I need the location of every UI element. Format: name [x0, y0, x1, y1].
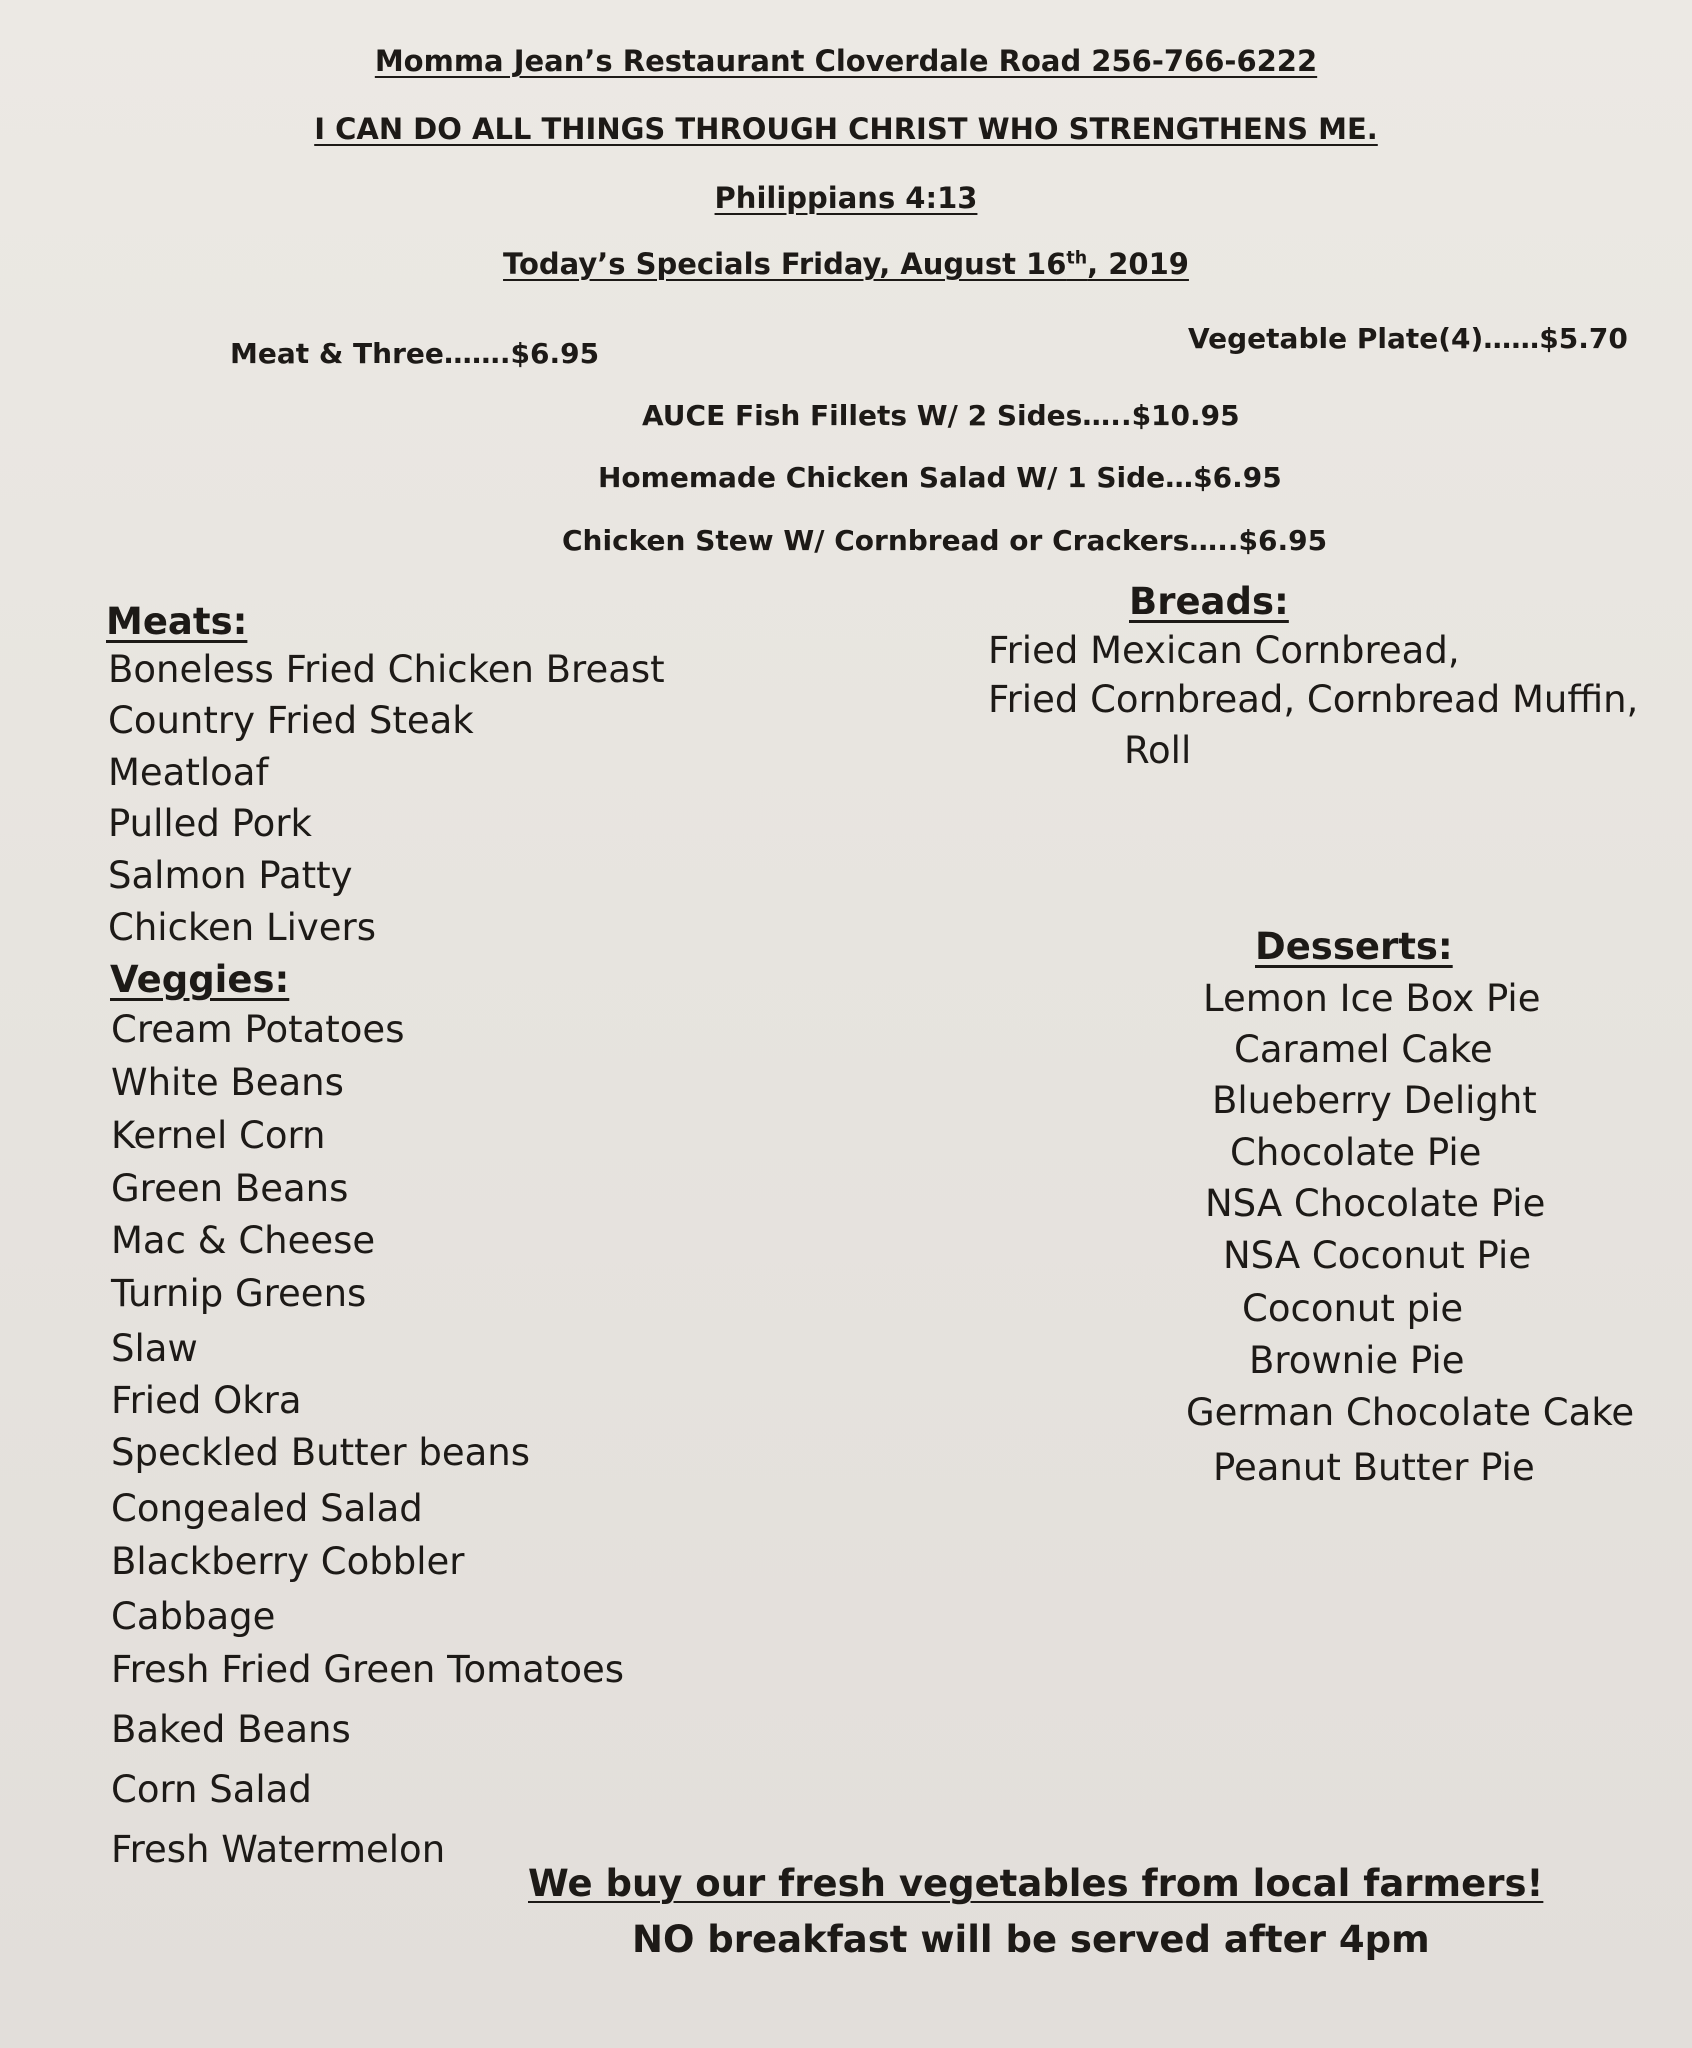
- veggie-item: Kernel Corn: [111, 1114, 326, 1157]
- specials-date-line: [503, 247, 1189, 281]
- veggie-item: Fried Okra: [111, 1379, 302, 1422]
- dessert-item: Brownie Pie: [1249, 1339, 1465, 1382]
- bread-line: Fried Mexican Cornbread,: [988, 629, 1460, 672]
- meat-item: Meatloaf: [108, 751, 269, 794]
- veggie-item: Blackberry Cobbler: [111, 1540, 465, 1583]
- restaurant-header: [0, 44, 1692, 78]
- special-chicken-salad: Homemade Chicken Salad W/ 1 Side…$6.95: [598, 461, 1282, 494]
- veggie-item: Mac & Cheese: [111, 1219, 376, 1262]
- verse-reference: [0, 181, 1692, 215]
- verse-line: I CAN DO ALL THINGS THROUGH CHRIST WHO STRENGTHENS ME.: [314, 112, 1378, 146]
- special-chicken-stew: Chicken Stew W/ Cornbread or Crackers…..$6.95: [562, 524, 1328, 557]
- dessert-item: NSA Chocolate Pie: [1205, 1182, 1546, 1225]
- verse-text: [0, 112, 1692, 146]
- veggie-item: Cream Potatoes: [111, 1008, 405, 1051]
- veggie-item: Slaw: [111, 1327, 198, 1370]
- special-meat-three: Meat & Three…….$6.95: [230, 337, 600, 370]
- breakfast-notice: NO breakfast will be served after 4pm: [632, 1918, 1430, 1961]
- veggies-title: Veggies:: [110, 958, 290, 1001]
- special-vegetable-plate: Vegetable Plate(4)……$5.70: [1188, 322, 1628, 355]
- veggie-item: Green Beans: [111, 1167, 349, 1210]
- dessert-item: NSA Coconut Pie: [1223, 1234, 1532, 1277]
- specials-date-prefix: Today’s Specials Friday, August 16: [503, 247, 1067, 281]
- veggie-item: White Beans: [111, 1061, 344, 1104]
- veggie-item: Speckled Butter beans: [111, 1431, 531, 1474]
- dessert-item: Caramel Cake: [1234, 1028, 1493, 1071]
- dessert-item: German Chocolate Cake: [1186, 1391, 1635, 1434]
- restaurant-line: Momma Jean’s Restaurant Cloverdale Road 256-766-6222: [374, 44, 1318, 78]
- desserts-title: Desserts:: [1255, 925, 1453, 968]
- dessert-item: Blueberry Delight: [1212, 1079, 1537, 1122]
- specials-date: [0, 247, 1692, 281]
- meat-item: Boneless Fried Chicken Breast: [108, 648, 665, 691]
- veggie-item: Fresh Watermelon: [111, 1828, 446, 1871]
- verse-ref-line: Philippians 4:13: [714, 181, 978, 215]
- dessert-item: Chocolate Pie: [1230, 1131, 1482, 1174]
- veggie-item: Fresh Fried Green Tomatoes: [111, 1648, 624, 1691]
- special-fish: AUCE Fish Fillets W/ 2 Sides…..$10.95: [642, 399, 1240, 432]
- dessert-item: Coconut pie: [1242, 1287, 1464, 1330]
- veggie-item: Congealed Salad: [111, 1487, 423, 1530]
- dessert-item: Peanut Butter Pie: [1213, 1446, 1535, 1489]
- specials-date-sup: th: [1066, 248, 1088, 269]
- veggie-item: Turnip Greens: [111, 1272, 367, 1315]
- meat-item: Salmon Patty: [108, 854, 353, 897]
- meat-item: Pulled Pork: [108, 802, 312, 845]
- bread-line: Roll: [1124, 729, 1192, 772]
- veggie-item: Corn Salad: [111, 1768, 312, 1811]
- meat-item: Country Fried Steak: [108, 699, 474, 742]
- veggie-item: Cabbage: [111, 1595, 276, 1638]
- breads-title: Breads:: [1129, 580, 1289, 623]
- bread-line: Fried Cornbread, Cornbread Muffin,: [988, 678, 1639, 721]
- specials-date-suffix: , 2019: [1087, 247, 1189, 281]
- veggie-item: Baked Beans: [111, 1708, 351, 1751]
- meats-title: Meats:: [106, 600, 248, 643]
- meat-item: Chicken Livers: [108, 906, 377, 949]
- dessert-item: Lemon Ice Box Pie: [1203, 977, 1541, 1020]
- farmers-notice: We buy our fresh vegetables from local farmers!: [528, 1862, 1544, 1905]
